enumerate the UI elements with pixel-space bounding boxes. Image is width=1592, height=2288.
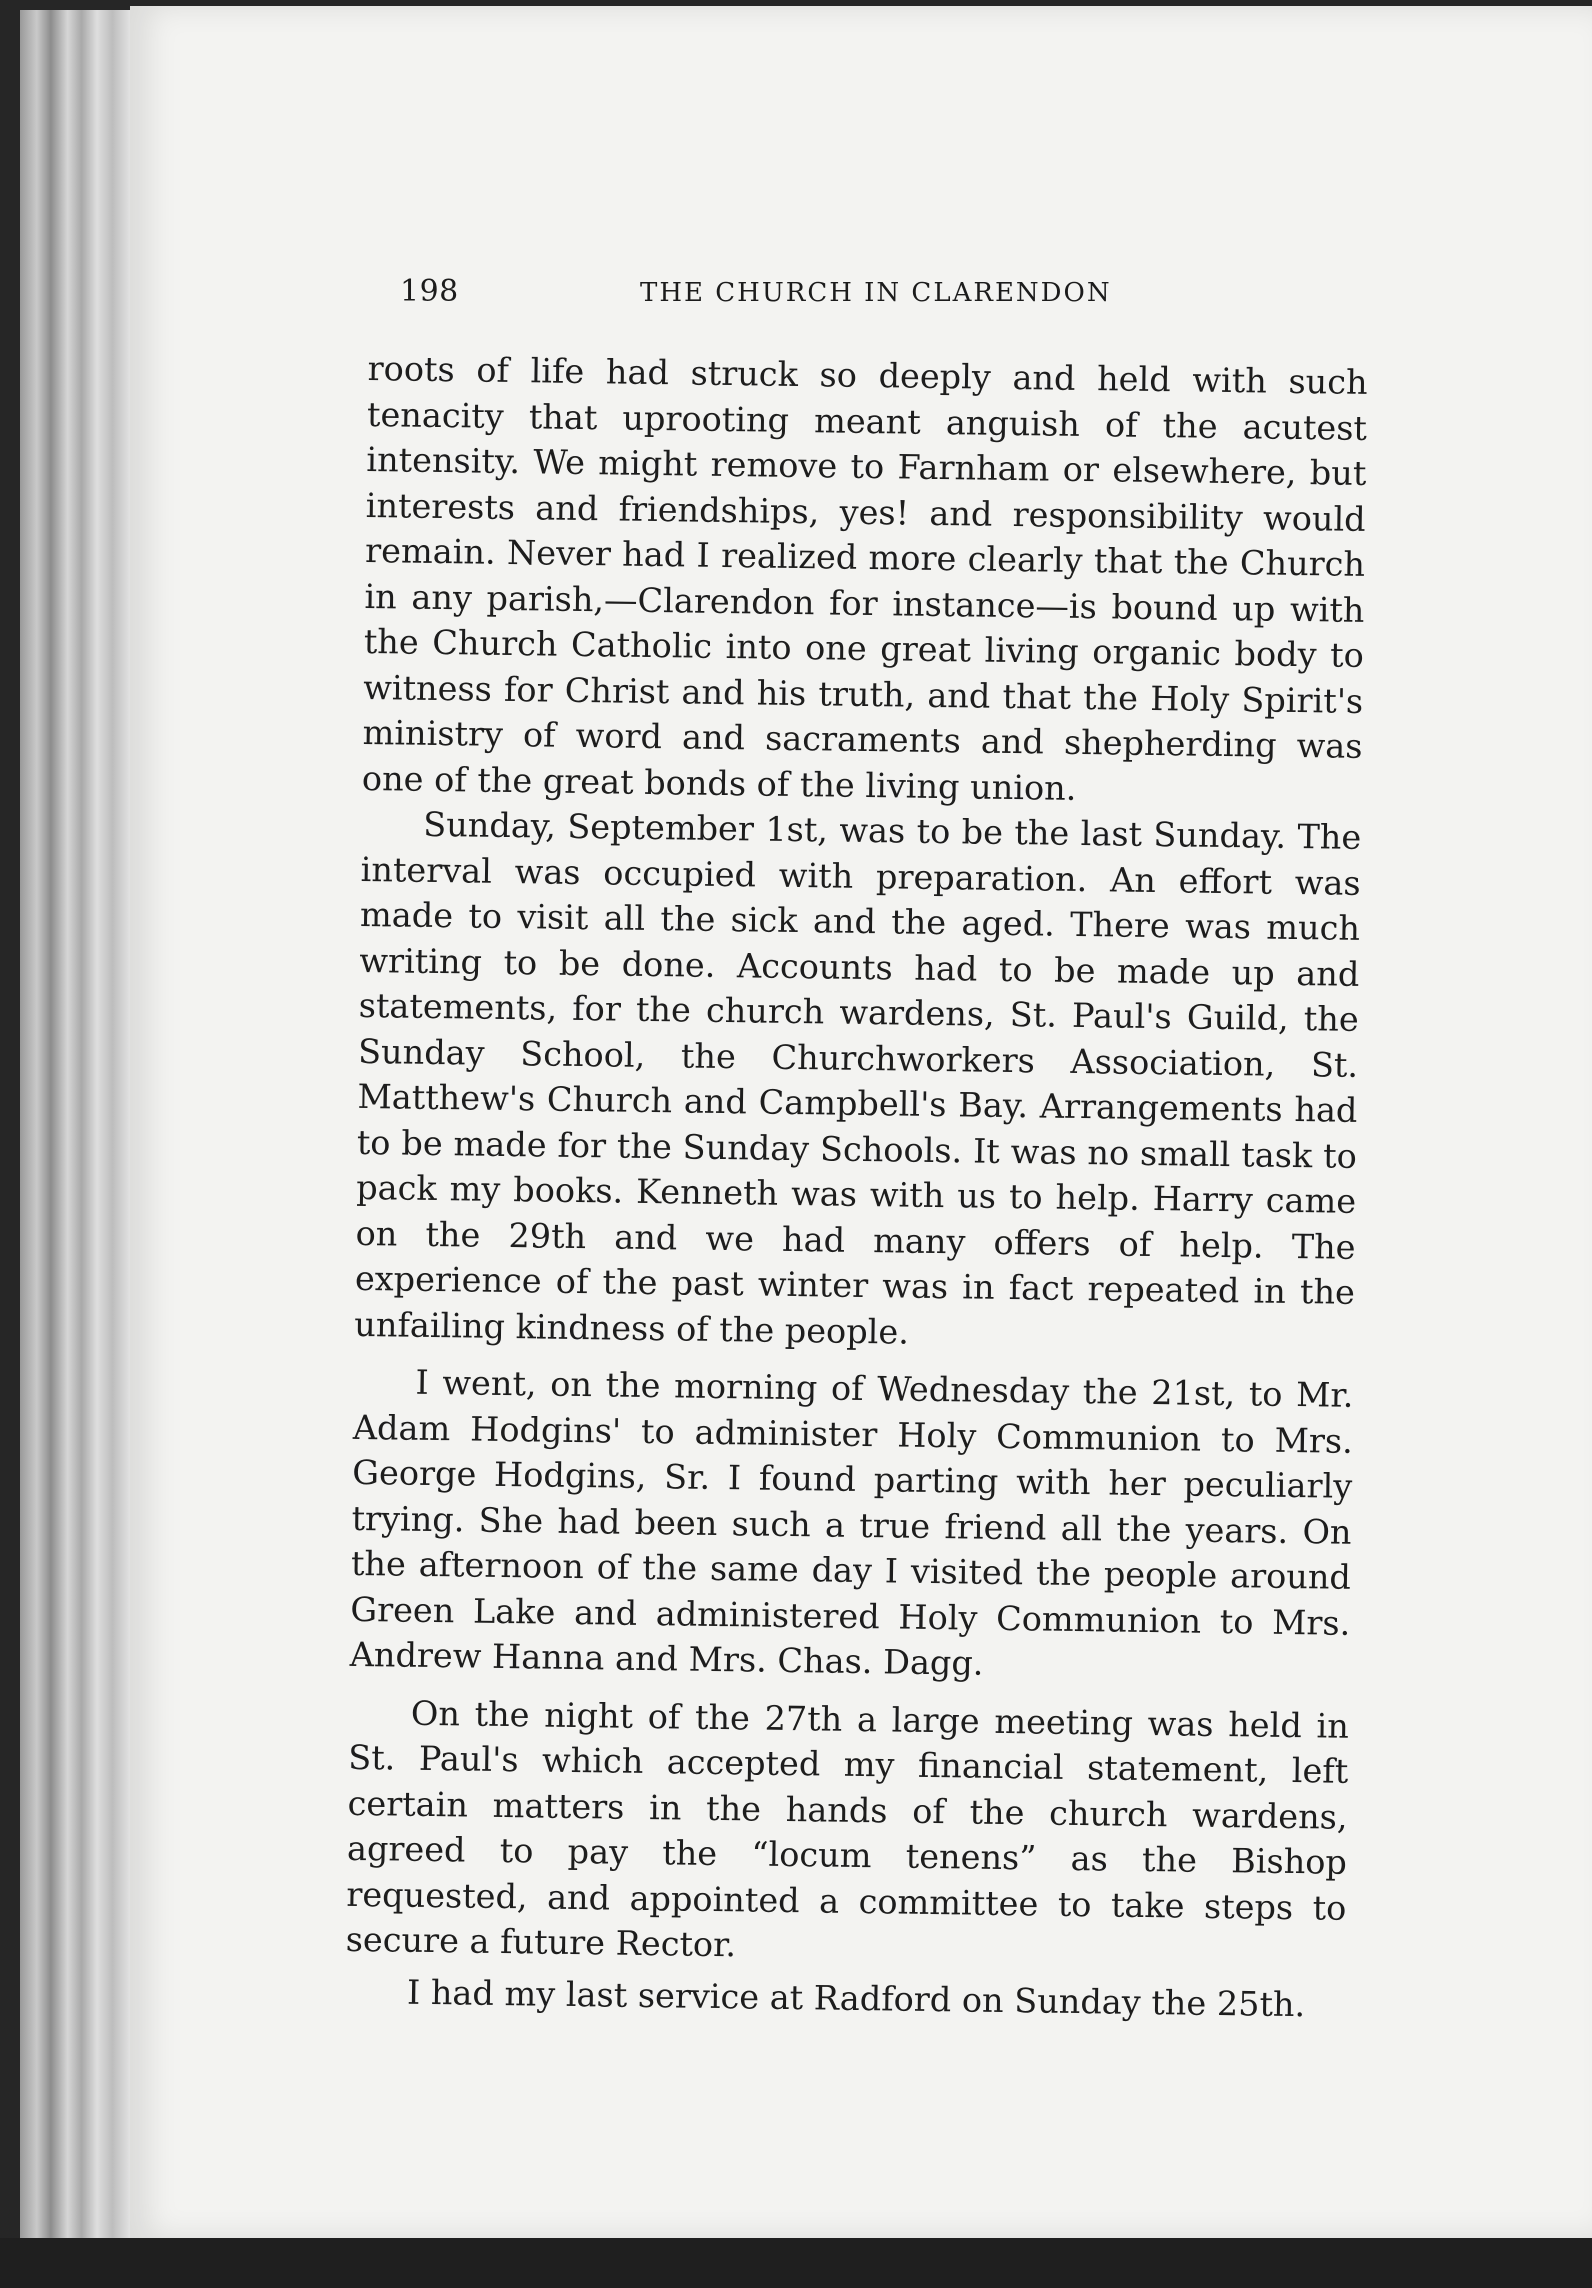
paragraph-3: I went, on the morning of Wednesday the 21st, to Mr. Adam Hodgins' to administer Holy Communion to Mrs. George Hodgins, Sr. I found parting with her peculiarly trying. She had been such a true friend all the years. On the afternoon of the same day I visited the people around Green Lake and administered Holy Communion to Mrs. Andrew Hanna and Mrs. Chas. Dagg. [349, 1362, 1354, 1683]
scan-bottom-border [0, 2238, 1592, 2288]
paragraph-4: On the night of the 27th a large meeting was held in St. Paul's which accepted my financial statement, left certain matters in the hands of the church wardens, agreed to pay the “locum tenens” as the Bishop requested, and appointed a committee to take steps to secure a future Rector. [345, 1693, 1350, 1965]
paragraph-1: roots of life had struck so deeply and held with such tenacity that uprooting meant anguish of the acutest intensity. We might remove to Farnham or elsewhere, but interests and friendships, yes! and responsibility would remain. Never had I realized more clearly that the Church in any parish,—Clarendon for instance—is bound up with the Church Catholic into one great living organic body to witness for Christ and his truth, and that the Holy Spirit's ministry of word and sacraments and shepherding was one of the great bonds of the living union. [361, 348, 1368, 808]
running-title: THE CHURCH IN CLARENDON [640, 278, 1112, 308]
body-text [345, 346, 1368, 2034]
page-number: 198 [400, 274, 459, 309]
paragraph-5: I had my last service at Radford on Sunday the 25th. [406, 1972, 1306, 2024]
paragraph-2: Sunday, September 1st, was to be the last Sunday. The interval was occupied with preparation. An effort was made to visit all the sick and the aged. There was much writing to be done. Accounts had to be made up and statements, for the church wardens, St. Paul's Guild, the Sunday School, the Churchworkers Association, St. Matthew's Church and Campbell's Bay. Arrangements had to be made for the Sunday Schools. It was no small task to pack my books. Kenneth was with us to help. Harry came on the 29th and we had many offers of help. The experience of the past winter was in fact repeated in the unfailing kindness of the people. [354, 804, 1362, 1352]
